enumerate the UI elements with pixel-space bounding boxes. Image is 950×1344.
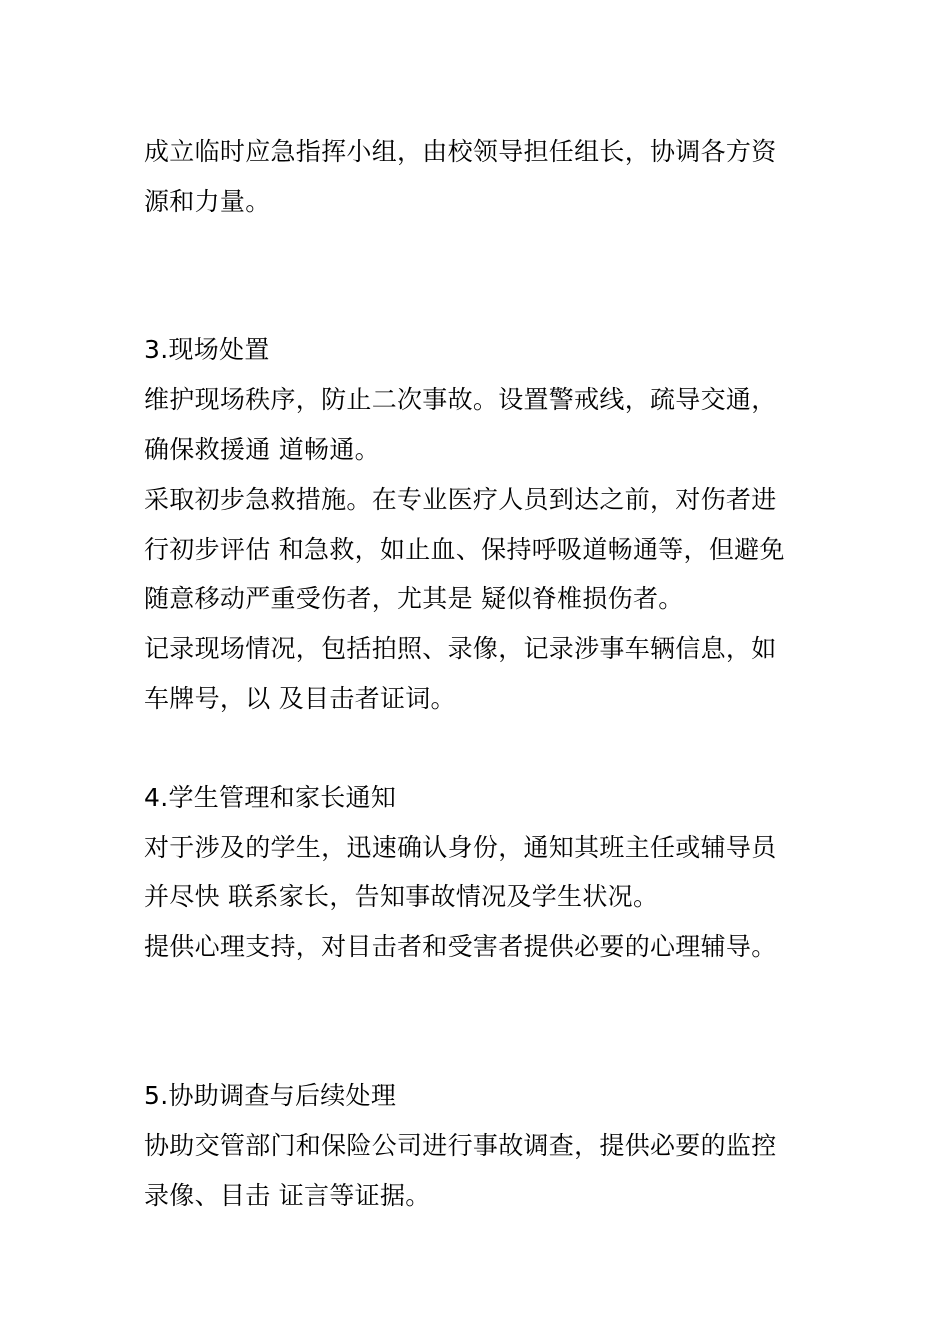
section4-line-2: 并尽快 联系家长，告知事故情况及学生状况。: [144, 882, 659, 911]
section3-line-2: 确保救援通 道畅通。: [144, 435, 380, 464]
section3-line-3: 采取初步急救措施。在专业医疗人员到达之前，对伤者进: [144, 485, 777, 514]
section4-line-3: 提供心理支持，对目击者和受害者提供必要的心理辅导。: [144, 932, 777, 961]
section3-line-1: 维护现场秩序，防止二次事故。设置警戒线，疏导交通，: [144, 385, 777, 414]
section3-heading: 3.现场处置: [144, 335, 270, 364]
section3-line-4: 行初步评估 和急救，如止血、保持呼吸道畅通等，但避免: [144, 535, 785, 564]
section4-heading: 4.学生管理和家长通知: [144, 783, 397, 812]
section3-line-7: 车牌号，以 及目击者证词。: [144, 684, 456, 713]
intro-line-2: 源和力量。: [144, 187, 271, 216]
section5-line-1: 协助交管部门和保险公司进行事故调查，提供必要的监控: [144, 1131, 777, 1160]
intro-line-1: 成立临时应急指挥小组，由校领导担任组长，协调各方资: [144, 137, 777, 166]
section3-line-5: 随意移动严重受伤者，尤其是 疑似脊椎损伤者。: [144, 584, 684, 613]
section5-heading: 5.协助调查与后续处理: [144, 1081, 397, 1110]
section5-line-2: 录像、目击 证言等证据。: [144, 1181, 431, 1210]
section3-line-6: 记录现场情况，包括拍照、录像，记录涉事车辆信息，如: [144, 634, 777, 663]
section4-line-1: 对于涉及的学生，迅速确认身份，通知其班主任或辅导员: [144, 833, 777, 862]
